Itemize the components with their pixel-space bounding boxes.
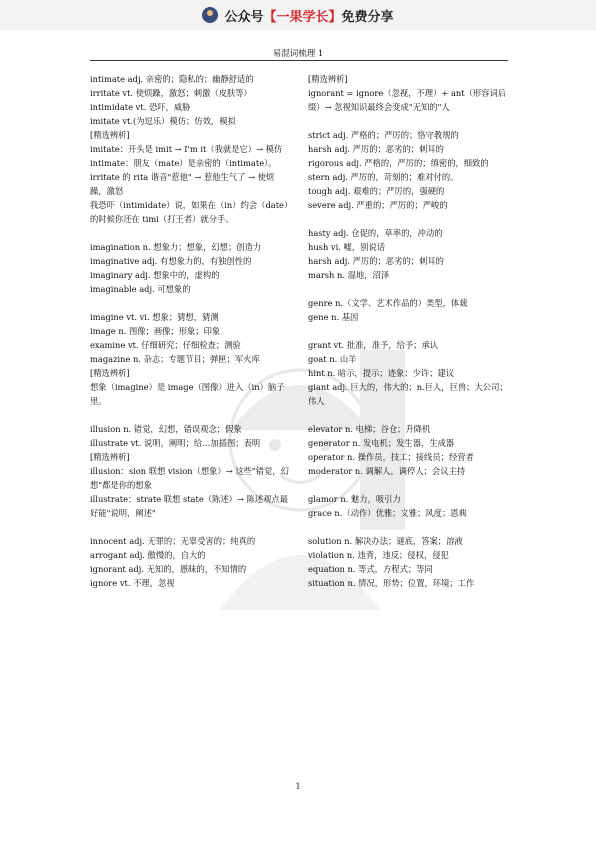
vocab-entry: [精选辨析] xyxy=(90,130,130,140)
right-column xyxy=(308,72,508,590)
vocab-entry: 想象（imagine）是 image（图像）进入（in）脑子里。 xyxy=(90,382,285,406)
vocab-entry: elevator n. 电梯；谷仓；升降机 xyxy=(308,424,431,434)
vocab-entry: operator n. 操作员，技工；接线员；经营者 xyxy=(308,452,474,462)
vocab-entry: grace n.（动作）优雅；文雅；风度；恩典 xyxy=(308,508,467,518)
spacer xyxy=(90,520,290,534)
vocab-entry: imitate vt.(为逗乐）模仿；仿效，模拟 xyxy=(90,116,236,126)
vocab-entry: genre n.（文学、艺术作品的）类型，体裁 xyxy=(308,298,468,308)
banner-prefix: 公众号 xyxy=(224,9,264,25)
spacer xyxy=(90,408,290,422)
vocab-entry: intimate adj. 亲密的；隐私的；幽静舒适的 xyxy=(90,74,254,84)
spacer xyxy=(308,282,508,296)
vocab-entry: grant vt. 批准，准予，给予；承认 xyxy=(308,340,439,350)
vocab-entry: giant adj. 巨大的，伟大的；n.巨人，巨兽；大公司；伟人 xyxy=(308,382,508,406)
vocab-entry: ignore vt. 不理，忽视 xyxy=(90,578,175,588)
vocab-entry: [精选辨析] xyxy=(90,452,130,462)
account-avatar-icon xyxy=(202,7,218,23)
header-rule xyxy=(90,60,508,61)
page-number: 1 xyxy=(295,782,301,791)
vocab-entry: glamor n. 魅力，吸引力 xyxy=(308,494,401,504)
vocab-entry: solution n. 解决办法；谜底，答案；溶液 xyxy=(308,536,463,546)
vocab-entry: harsh adj. 严厉的；恶劣的；刺耳的 xyxy=(308,256,444,266)
vocab-entry: situation n. 情况，形势；位置，环境；工作 xyxy=(308,578,475,588)
banner-highlight: 【一果学长】 xyxy=(263,9,342,25)
vocab-entry: gene n. 基因 xyxy=(308,312,359,322)
vocab-entry: irritate 的 rita 谐音"惹他" → 惹他生气了 → 使烦躁，激怒 xyxy=(90,172,275,196)
vocab-entry: severe adj. 严重的；严厉的；严峻的 xyxy=(308,200,448,210)
vocab-entry: examine vt. 仔细研究；仔细检查；测验 xyxy=(90,340,241,350)
vocab-entry: imaginary adj. 想象中的，虚构的 xyxy=(90,270,220,280)
vocab-entry: illusion n. 错觉，幻想，错误观念；假象 xyxy=(90,424,242,434)
document-title: 易混词梳理 1 xyxy=(272,49,324,59)
spacer xyxy=(308,212,508,226)
vocab-entry: strict adj. 严格的；严厉的；恪守教规的 xyxy=(308,130,459,140)
vocab-entry: arrogant adj. 傲慢的，自大的 xyxy=(90,550,206,560)
vocab-entry: [精选辨析] xyxy=(90,368,130,378)
vocab-entry: stern adj. 严厉的，苛刻的；难对付的。 xyxy=(308,172,459,182)
spacer xyxy=(308,324,508,338)
vocab-entry: hasty adj. 仓促的，草率的，冲动的 xyxy=(308,228,443,238)
spacer xyxy=(90,296,290,310)
vocab-entry: 我恐吓（intimidate）说，如果在（in）约会（date）的时候你还在 timi（打王者）就分手。 xyxy=(90,200,289,224)
spacer xyxy=(308,478,508,492)
vocab-entry: violation n. 违背，违反；侵权，侵犯 xyxy=(308,550,449,560)
vocab-entry: rigorous adj. 严格的，严厉的；缜密的，细致的 xyxy=(308,158,489,168)
vocab-entry: harsh adj. 严厉的；恶劣的；刺耳的 xyxy=(308,144,444,154)
vocab-entry: magazine n. 杂志；专题节目；弹匣；军火库 xyxy=(90,354,260,364)
vocab-entry: equation n. 等式，方程式；等同 xyxy=(308,564,433,574)
vocab-entry: ignorant = ignore（忽视，不理）+ ant（形容词后缀）→ 忽视知识最终会变成"无知的"人 xyxy=(308,88,507,112)
vocab-entry: ignorant adj. 无知的，愚昧的，不知情的 xyxy=(90,564,247,574)
vocab-entry: hint n. 暗示，提示；迹象；少许；建议 xyxy=(308,368,455,378)
vocab-entry: generator n. 发电机；发生器，生成器 xyxy=(308,438,455,448)
spacer xyxy=(308,520,508,534)
vocab-entry: illustrate vt. 说明，阐明；给…加插图；表明 xyxy=(90,438,261,448)
banner-suffix: 免费分享 xyxy=(341,9,394,25)
vocab-entry: imitate：开头是 imit → I'm it（我就是它）→ 模仿 xyxy=(90,144,283,154)
vocab-entry: imagine vt. vi. 想象；猜想，猜测 xyxy=(90,312,219,322)
vocab-entry: imaginative adj. 有想象力的，有独创性的 xyxy=(90,256,252,266)
vocab-entry: marsh n. 湿地，沼泽 xyxy=(308,270,390,280)
vocab-entry: illustrate：strate 联想 state（陈述）→ 陈述观点最好能"说明，阐述" xyxy=(90,494,289,518)
vocab-entry: intimate：朋友（mate）是亲密的（intimate）。 xyxy=(90,158,277,168)
banner-title xyxy=(224,6,393,25)
vocab-entry: innocent adj. 无罪的；无辜受害的；纯真的 xyxy=(90,536,256,546)
spacer xyxy=(308,114,508,128)
vocab-entry: imagination n. 想象力；想象，幻想；创造力 xyxy=(90,242,262,252)
vocab-entry: moderator n. 调解人，调停人；会议主持 xyxy=(308,466,466,476)
spacer xyxy=(308,408,508,422)
top-banner xyxy=(0,0,596,30)
vocab-entry: illusion：sion 联想 vision（想象）→ 这些"错觉，幻想"都是你的想象 xyxy=(90,466,289,490)
vocab-entry: tough adj. 艰难的；严厉的，强硬的 xyxy=(308,186,445,196)
vocab-entry: [精选辨析] xyxy=(308,74,348,84)
spacer xyxy=(90,226,290,240)
vocab-entry: intimidate vt. 恐吓，威胁 xyxy=(90,102,191,112)
vocab-entry: goat n. 山羊 xyxy=(308,354,357,364)
vocab-entry: irritate vt. 使烦躁，激怒；刺激（皮肤等） xyxy=(90,88,252,98)
vocab-entry: imaginable adj. 可想象的 xyxy=(90,284,191,294)
vocab-entry: hush vi. 嘘，别说话 xyxy=(308,242,386,252)
vocab-entry: image n. 图像；画像；形象；印象 xyxy=(90,326,221,336)
left-column xyxy=(90,72,290,590)
